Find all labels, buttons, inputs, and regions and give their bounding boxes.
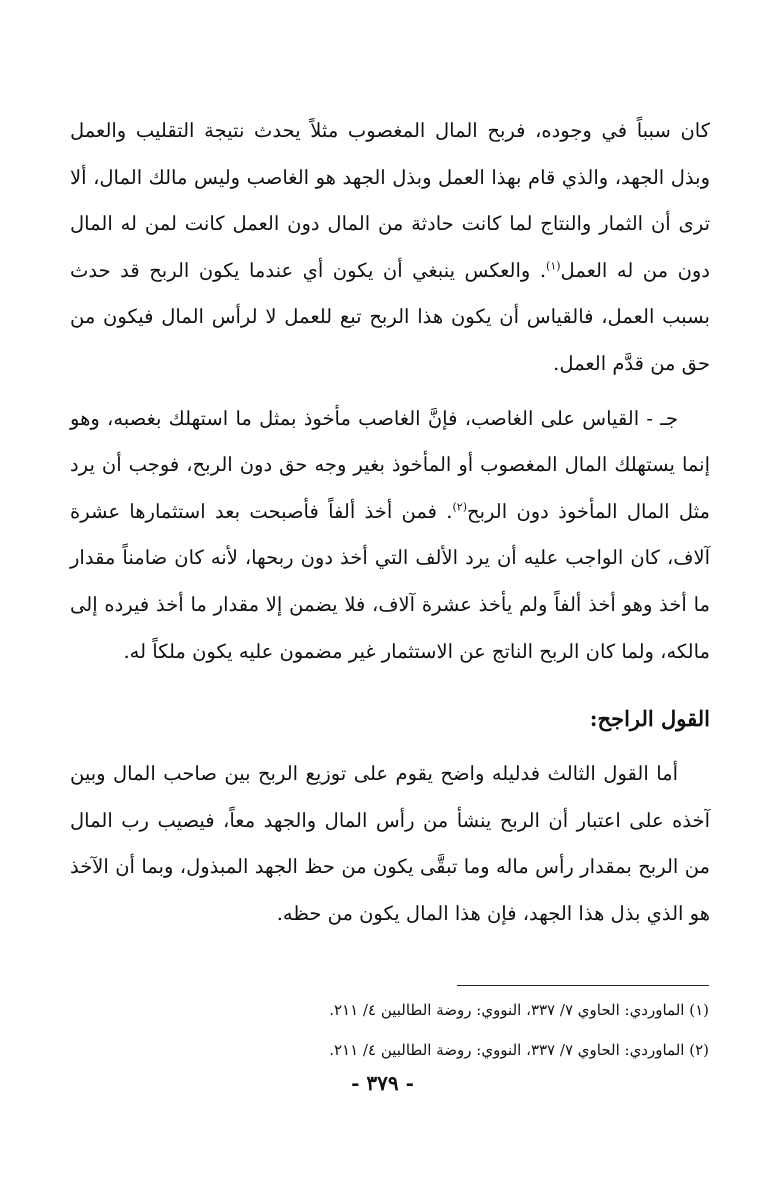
main-text (70, 108, 710, 938)
page-number: - ٣٧٩ - (351, 1071, 414, 1095)
paragraph-reasoning-text: كان سبباً في وجوده، فربح المال المغصوب مثلاً يحدث نتيجة التقليب والعمل وبذل الجهد، والذي قام بهذا العمل وبذل الجهد هو الغاصب وليس مالك المال، ألا ترى أن الثمار والنتاج لما كانت حادثة من المال دون العمل كانت لمن له المال دون من له العمل (70, 119, 710, 282)
paragraph-analogy-continued: . فمن أخذ ألفاً فأصبحت بعد استثمارها عشرة آلاف، كان الواجب عليه أن يرد الألف التي أخذ دون ربحها، لأنه كان ضامناً مقدار ما أخذ وهو أخذ ألفاً ولم يأخذ عشرة آلاف، فلا يضمن إلا مقدار ما أخذ فيرده إلى مالكه، ولما كان الربح الناتج عن الاستثمار غير مضمون عليه يكون ملكاً له. (70, 499, 710, 663)
footnote-ref-2[interactable]: (٢) (452, 500, 468, 514)
paragraph-preferred-opinion: أما القول الثالث فدليله واضح يقوم على توزيع الربح بين صاحب المال وبين آخذه على اعتبار أن الربح ينشأ من رأس المال والجهد معاً، فيصيب رب المال من الربح بمقدار رأس ماله وما تبقَّى يكون من حظ الجهد المبذول، وبما أن الآخذ هو الذي بذل هذا الجهد، فإن هذا المال يكون من حظه. (70, 762, 710, 925)
paragraph-reasoning (70, 108, 710, 388)
footnote-divider (457, 985, 709, 986)
paragraph-analogy-text: جـ - القياس على الغاصب، فإنَّ الغاصب مأخوذ بمثل ما استهلك بغصبه، وهو إنما يستهلك المال المغصوب أو المأخوذ بغير وجه حق دون الربح، فوجب أن يرد مثل المال المأخوذ دون الربح (70, 406, 710, 523)
footnote-2: (٢) الماوردي: الحاوي ٧/ ٣٣٧، النووي: روضة الطالبين ٤/ ٢١١. (329, 1041, 709, 1059)
paragraph-analogy-usurper (70, 396, 710, 676)
footnotes (109, 990, 709, 1070)
section-heading-preferred-opinion: القول الراجح: (589, 706, 710, 732)
footnote-ref-1[interactable]: (١) (546, 259, 561, 273)
paragraph-reasoning-continued: . والعكس ينبغي أن يكون أي عندما يكون الربح قد حدث بسبب العمل، فالقياس أن يكون هذا الربح تبع للعمل لا لرأس المال فيكون من حق من قدَّم العمل. (70, 258, 710, 375)
footnote-1: (١) الماوردي: الحاوي ٧/ ٣٣٧، النووي: روضة الطالبين ٤/ ٢١١. (329, 1001, 709, 1019)
